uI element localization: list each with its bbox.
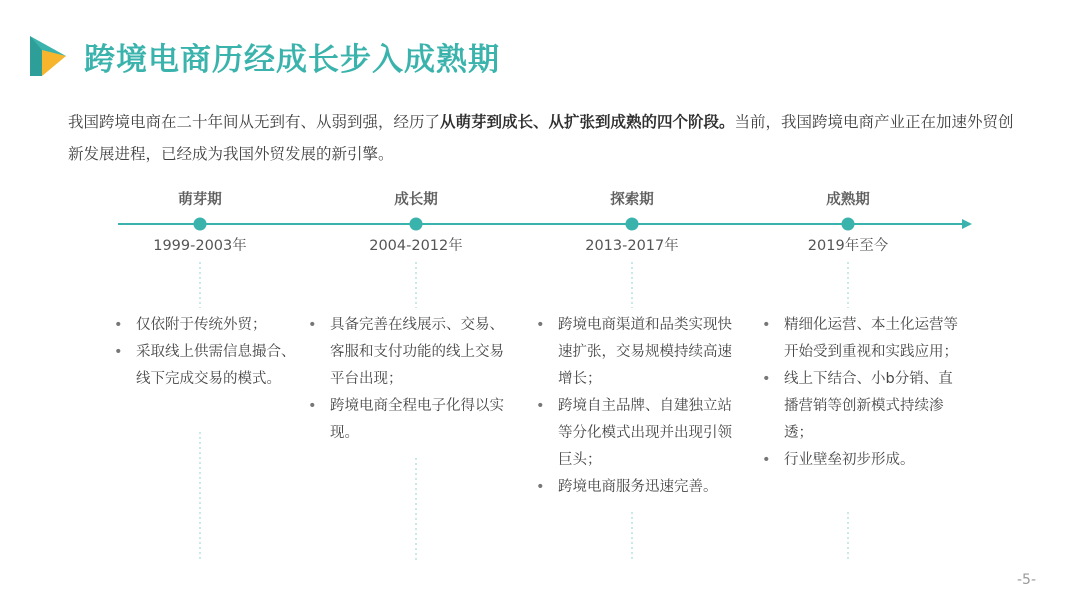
intro-text-bold: 从萌芽到成长、从扩张到成熟的四个阶段。 [440, 113, 735, 131]
list-item: • 行业壁垒初步形成。 [756, 447, 964, 474]
stage-list-3 [530, 312, 738, 501]
stage-period-1: 1999-2003年 [153, 238, 247, 254]
stage-list-1 [108, 312, 298, 393]
intro-paragraph [68, 106, 1018, 170]
list-item: • 跨境电商服务迅速完善。 [530, 474, 738, 501]
list-item: • 线上下结合、小b分销、直播营销等创新模式持续渗透； [756, 366, 964, 447]
list-item: • 具备完善在线展示、交易、客服和支付功能的线上交易平台出现； [302, 312, 510, 393]
stage-name-2: 成长期 [394, 192, 438, 208]
page-number: -5- [1016, 572, 1036, 588]
stage-name-4: 成熟期 [826, 192, 870, 208]
stage-period-3: 2013-2017年 [585, 238, 679, 254]
logo-play-icon [28, 34, 70, 78]
list-item: • 精细化运营、本土化运营等开始受到重视和实践应用； [756, 312, 964, 366]
stage-list-4 [756, 312, 964, 474]
intro-text-2: 当前，我国跨境电商产业正在加速外贸创新发展进程，已经成为我国外贸发展的新引擎。 [68, 113, 1014, 163]
stage-name-1: 萌芽期 [178, 192, 222, 208]
stage-list-2 [302, 312, 510, 447]
timeline-arrow-icon [962, 219, 972, 229]
stage-period-4: 2019年至今 [807, 238, 889, 254]
list-item: • 跨境电商全程电子化得以实现。 [302, 393, 510, 447]
list-item: • 跨境自主品牌、自建独立站等分化模式出现并出现引领巨头； [530, 393, 738, 474]
intro-text-1: 我国跨境电商在二十年间从无到有、从弱到强，经历了 [68, 113, 441, 131]
list-item: • 采取线上供需信息撮合、线下完成交易的模式。 [108, 339, 298, 393]
stage-period-2: 2004-2012年 [369, 238, 463, 254]
list-item: • 仅依附于传统外贸； [108, 312, 298, 339]
page-title: 跨境电商历经成长步入成熟期 [84, 42, 500, 78]
list-item: • 跨境电商渠道和品类实现快速扩张，交易规模持续高速增长； [530, 312, 738, 393]
stage-name-3: 探索期 [610, 192, 654, 208]
